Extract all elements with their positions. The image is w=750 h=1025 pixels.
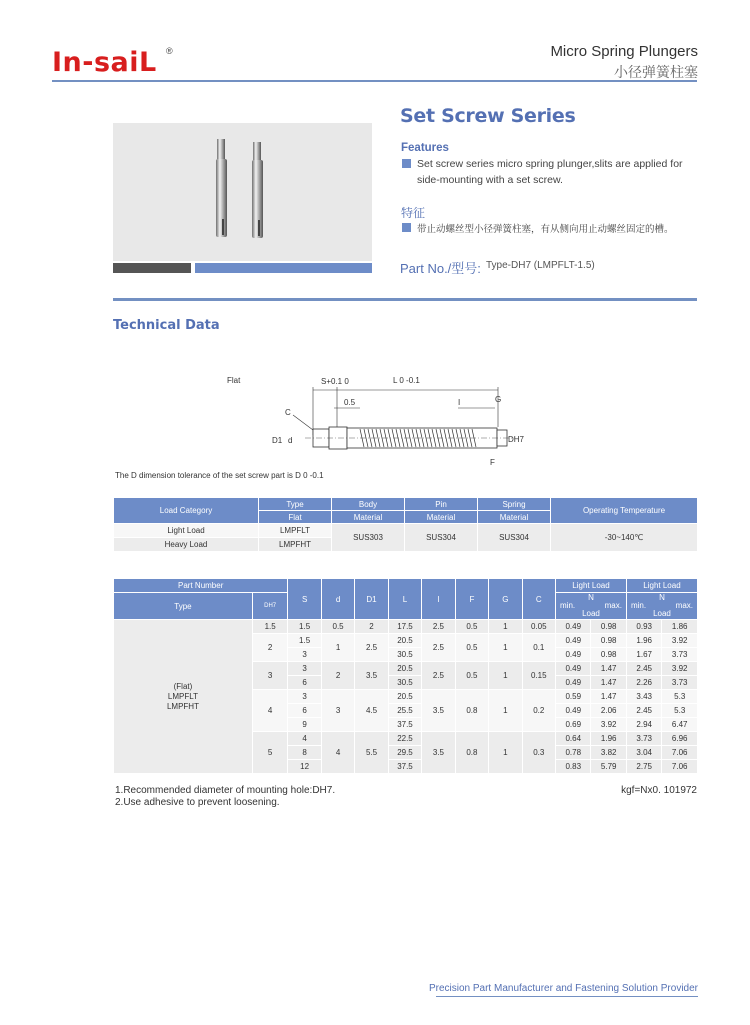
photo-bar-blue [195,263,372,273]
bullet-square-icon [402,223,411,232]
page-title-en: Micro Spring Plungers [550,43,698,60]
cell-heavy-max: 3.92 [662,662,697,675]
cell-s: 3 [288,690,320,703]
body-material: SUS303 [332,524,404,551]
header-d: d [322,579,354,619]
plunger-right [252,142,263,238]
features-text: Set screw series micro spring plunger,slits are applied for side-mounting with a set screw. [417,158,683,186]
cell-dh7: 3 [253,662,287,689]
header-min: min. [560,601,576,610]
cell-heavy-max: 7.06 [662,746,697,759]
cell-l: 20.5 [389,662,421,675]
note-1: 1.Recommended diameter of mounting hole:DH7. [115,785,336,796]
header-spring: Spring [478,498,550,510]
technical-data-heading: Technical Data [113,318,220,333]
cell-heavy-min: 0.93 [627,620,661,633]
footer-tagline: Precision Part Manufacturer and Fastening Solution Provider [428,983,698,994]
cell-l: 37.5 [389,760,421,773]
cell-light-max: 2.06 [591,704,625,717]
features-text-cn: 带止动螺丝型小径弹簧柱塞，有从侧向用止动螺丝固定的槽。 [417,224,674,235]
part-no-label: Part No./型号: [400,261,481,276]
header-load: Load [653,609,671,618]
part-no-value: Type-DH7 (LMPFLT-1.5) [486,260,595,271]
page-title-cn: 小径弹簧柱塞 [614,64,698,80]
type-lmpflt: LMPFLT [259,524,331,537]
tolerance-note: The D dimension tolerance of the set screw part is D 0 -0.1 [115,471,324,480]
cell-heavy-min: 3.43 [627,690,661,703]
cell-c: 0.3 [523,732,555,773]
conversion-note: kgf=Nx0. 101972 [621,785,697,796]
cell-f: 0.5 [456,620,488,633]
cell-d1: 3.5 [355,662,387,689]
header-min: min. [630,601,647,610]
cell-light-min: 0.83 [556,760,590,773]
cell-light-min: 0.69 [556,718,590,731]
temperature: -30~140℃ [551,524,697,551]
cell-light-max: 5.79 [591,760,625,773]
cell-light-min: 0.49 [556,662,590,675]
label-flat: Flat [227,376,241,385]
cell-s: 12 [288,760,320,773]
photo-bar-dark [113,263,191,273]
cell-d1: 5.5 [355,732,387,773]
product-photo [113,123,372,261]
cell-light-max: 1.96 [591,732,625,745]
label-d1: D1 [272,436,283,445]
cell-heavy-min: 2.45 [627,662,661,675]
header-divider [52,80,697,82]
table-row [114,620,697,633]
cell-d1: 2.5 [355,634,387,661]
cell-light-max: 1.47 [591,662,625,675]
cell-l: 30.5 [389,676,421,689]
pin-material: SUS304 [405,524,477,551]
category-light-load: Light Load [114,524,258,537]
cell-f: 0.8 [456,690,488,731]
footer-underline [436,996,698,997]
cell-d: 0.5 [322,620,354,633]
cell-s: 1.5 [288,634,320,647]
type-cell: (Flat) LMPFLT LMPFHT [114,620,252,773]
cell-dh7: 4 [253,690,287,731]
cell-i: 2.5 [422,662,454,689]
cell-c: 0.05 [523,620,555,633]
category-heavy-load: Heavy Load [114,538,258,551]
cell-dh7: 2 [253,634,287,661]
cell-heavy-max: 6.96 [662,732,697,745]
header-load-range-heavy [627,593,697,619]
header-dh7: DH7 [253,593,287,619]
header-flat: Flat [259,511,331,523]
cell-heavy-min: 3.04 [627,746,661,759]
cell-c: 0.2 [523,690,555,731]
header-material: Material [332,511,404,523]
label-l: L 0 -0.1 [393,376,420,385]
cell-s: 4 [288,732,320,745]
header-n: N [659,593,665,602]
header-load: Load [582,609,600,618]
label-g: G [495,395,502,404]
cell-g: 1 [489,662,521,689]
header-c: C [523,579,555,619]
cell-g: 1 [489,732,521,773]
cell-heavy-max: 3.73 [662,676,697,689]
cell-d1: 2 [355,620,387,633]
cell-l: 37.5 [389,718,421,731]
features-heading-cn: 特征 [401,206,426,220]
cell-g: 1 [489,620,521,633]
cell-light-max: 0.98 [591,648,625,661]
header-load-range-light [556,593,626,619]
cell-c: 0.15 [523,662,555,689]
label-dh7: DH7 [508,435,525,444]
cell-heavy-min: 2.26 [627,676,661,689]
section-divider [113,298,697,301]
cell-l: 25.5 [389,704,421,717]
header-light-load-2: Light Load [627,579,697,592]
cell-heavy-max: 5.3 [662,704,697,717]
header-material: Material [478,511,550,523]
cell-light-max: 0.98 [591,634,625,647]
note-2: 2.Use adhesive to prevent loosening. [115,797,280,808]
cell-l: 29.5 [389,746,421,759]
cell-s: 6 [288,676,320,689]
cell-heavy-min: 1.96 [627,634,661,647]
cell-i: 2.5 [422,620,454,633]
header-material: Material [405,511,477,523]
cell-s: 3 [288,648,320,661]
header-max: max. [604,601,622,610]
label-d: d [288,436,293,445]
cell-d: 3 [322,690,354,731]
cell-f: 0.5 [456,634,488,661]
spec-table [113,578,698,774]
registered-mark: ® [166,46,173,56]
header-type: Type [259,498,331,510]
cell-light-max: 3.82 [591,746,625,759]
header-max: max. [675,601,693,610]
cell-heavy-max: 3.92 [662,634,697,647]
cell-f: 0.8 [456,732,488,773]
header-body: Body [332,498,404,510]
cell-s: 9 [288,718,320,731]
label-i: I [458,398,461,407]
cell-light-min: 0.49 [556,648,590,661]
header-s: S [288,579,320,619]
header-l: L [389,579,421,619]
cell-d1: 4.5 [355,690,387,731]
header-n: N [588,593,594,602]
cell-i: 3.5 [422,690,454,731]
cell-light-min: 0.49 [556,634,590,647]
header-type: Type [114,593,252,619]
header-d1: D1 [355,579,387,619]
technical-drawing [210,365,540,471]
cell-i: 3.5 [422,732,454,773]
cell-dh7: 5 [253,732,287,773]
cell-heavy-min: 2.75 [627,760,661,773]
cell-light-min: 0.59 [556,690,590,703]
brand-logo: In-saiL [52,47,157,78]
cell-s: 3 [288,662,320,675]
cell-l: 17.5 [389,620,421,633]
spring-material: SUS304 [478,524,550,551]
cell-s: 1.5 [288,620,320,633]
cell-heavy-max: 7.06 [662,760,697,773]
notes [115,785,335,809]
cell-i: 2.5 [422,634,454,661]
cell-s: 8 [288,746,320,759]
cell-g: 1 [489,690,521,731]
label-f: F [490,458,495,467]
bullet-square-icon [402,159,411,168]
header-pin: Pin [405,498,477,510]
cell-d: 2 [322,662,354,689]
type-lmpfht: LMPFHT [259,538,331,551]
cell-light-max: 1.47 [591,676,625,689]
cell-light-max: 0.98 [591,620,625,633]
header-i: I [422,579,454,619]
header-g: G [489,579,521,619]
header-part-number: Part Number [114,579,287,592]
plunger-image [113,123,372,261]
features-heading: Features [401,142,449,154]
cell-l: 20.5 [389,690,421,703]
label-c: C [285,408,291,417]
cell-light-min: 0.64 [556,732,590,745]
cell-light-max: 3.92 [591,718,625,731]
cell-l: 20.5 [389,634,421,647]
cell-heavy-max: 3.73 [662,648,697,661]
cell-heavy-max: 5.3 [662,690,697,703]
series-title: Set Screw Series [400,105,576,127]
load-category-table [113,497,698,552]
cell-light-max: 1.47 [591,690,625,703]
cell-light-min: 0.49 [556,704,590,717]
cell-light-min: 0.49 [556,620,590,633]
cell-s: 6 [288,704,320,717]
cell-light-min: 0.78 [556,746,590,759]
cell-g: 1 [489,634,521,661]
cell-dh7: 1.5 [253,620,287,633]
header-load-category: Load Category [114,498,258,523]
header-operating-temperature: Operating Temperature [551,498,697,523]
header-f: F [456,579,488,619]
header-light-load: Light Load [556,579,626,592]
cell-heavy-max: 6.47 [662,718,697,731]
cell-heavy-min: 1.67 [627,648,661,661]
label-05: 0.5 [344,398,356,407]
label-s: S+0.1 0 [321,377,349,386]
plunger-left [216,139,227,237]
cell-l: 22.5 [389,732,421,745]
cell-heavy-min: 3.73 [627,732,661,745]
cell-heavy-max: 1.86 [662,620,697,633]
cell-d: 4 [322,732,354,773]
cell-heavy-min: 2.45 [627,704,661,717]
cell-light-min: 0.49 [556,676,590,689]
cell-heavy-min: 2.94 [627,718,661,731]
cell-f: 0.5 [456,662,488,689]
cell-c: 0.1 [523,634,555,661]
cell-d: 1 [322,634,354,661]
cell-l: 30.5 [389,648,421,661]
